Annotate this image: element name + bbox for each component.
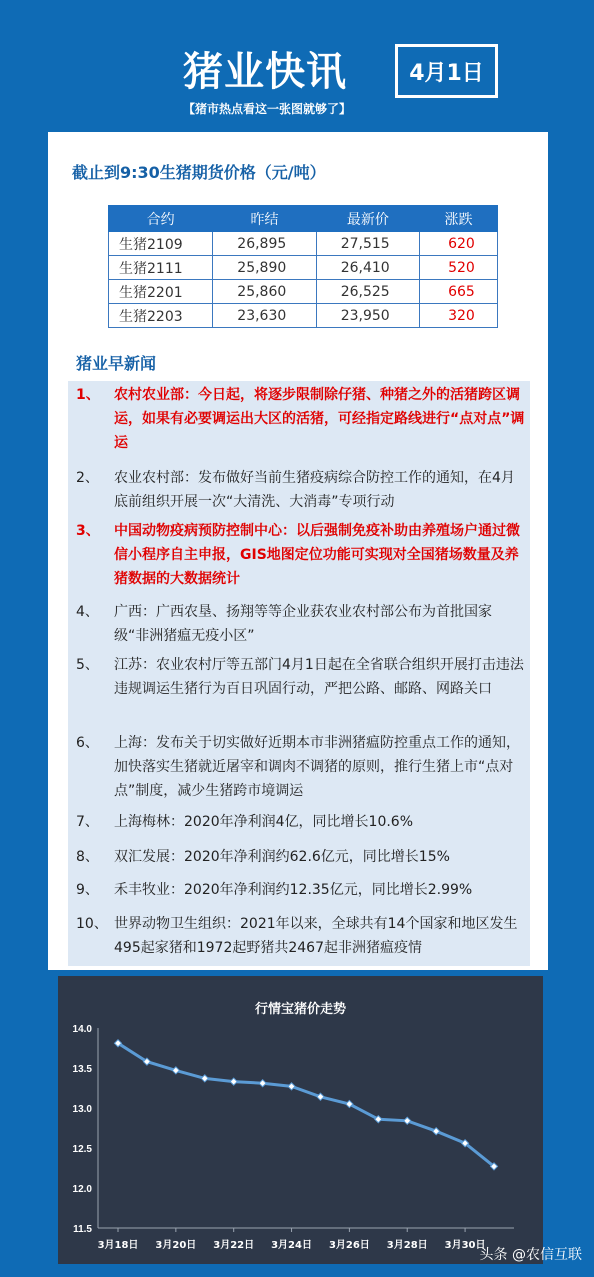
latest-price-cell: 26,525 xyxy=(316,280,419,304)
watermark xyxy=(480,1244,582,1264)
x-tick-label: 3月20日 xyxy=(155,1240,197,1251)
news-text: 广西：广西农垦、扬翔等等企业获农业农村部公布为首批国家级“非洲猪瘟无疫小区” xyxy=(114,604,492,644)
list-item xyxy=(76,600,526,648)
column-header: 合约 xyxy=(109,206,213,232)
y-tick-label: 12.5 xyxy=(72,1144,92,1155)
table-row xyxy=(109,280,498,304)
x-tick-label: 3月22日 xyxy=(213,1240,255,1251)
chart-plot xyxy=(58,976,543,1264)
table-header-row xyxy=(109,206,498,232)
news-text: 中国动物疫病预防控制中心：以后强制免疫补助由养殖场户通过微信小程序自主申报，GIS地图定位功能可实现对全国猪场数量及养猪数据的大数据统计 xyxy=(114,523,520,587)
page-subtitle: 【猪市热点看这一张图就够了】 xyxy=(183,102,352,116)
x-tick-label: 3月18日 xyxy=(97,1240,139,1251)
prev-settle-cell: 25,860 xyxy=(213,280,316,304)
price-line xyxy=(118,1043,494,1166)
change-cell: 665 xyxy=(420,280,498,304)
prev-settle-cell: 25,890 xyxy=(213,256,316,280)
table-row xyxy=(109,304,498,328)
data-point xyxy=(201,1075,208,1082)
column-header: 昨结 xyxy=(213,206,316,232)
watermark-text: 头条 @农信互联 xyxy=(479,1247,582,1263)
news-title: 猪业早新闻 xyxy=(76,354,157,373)
list-item xyxy=(76,466,526,514)
prev-settle-cell: 26,895 xyxy=(213,232,316,256)
contract-cell: 生猪2203 xyxy=(109,304,213,328)
x-tick-label: 3月28日 xyxy=(386,1240,428,1251)
y-tick-label: 13.0 xyxy=(72,1104,92,1115)
news-number: 10、 xyxy=(76,916,108,932)
news-number: 4、 xyxy=(76,604,99,620)
contract-cell: 生猪2201 xyxy=(109,280,213,304)
change-cell: 520 xyxy=(420,256,498,280)
news-text: 农业农村部：发布做好当前生猪疫病综合防控工作的通知，在4月底前组织开展一次“大清洗、大消毒”专项行动 xyxy=(114,470,515,510)
latest-price-cell: 23,950 xyxy=(316,304,419,328)
contract-cell: 生猪2111 xyxy=(109,256,213,280)
news-number: 3、 xyxy=(76,523,100,539)
news-number: 8、 xyxy=(76,849,99,865)
y-tick-label: 14.0 xyxy=(72,1024,92,1035)
news-number: 7、 xyxy=(76,814,99,830)
list-item xyxy=(76,845,526,869)
news-number: 6、 xyxy=(76,735,99,751)
y-tick-label: 11.5 xyxy=(73,1224,92,1235)
page-title: 猪业快讯 xyxy=(183,49,347,95)
news-text: 农村农业部：今日起，将逐步限制除仔猪、种猪之外的活猪跨区调运，如果有必要调运出大区的活猪，可经指定路线进行“点对点”调运 xyxy=(114,387,525,451)
news-number: 2、 xyxy=(76,470,99,486)
list-item xyxy=(76,878,526,902)
list-item xyxy=(76,731,526,803)
futures-table xyxy=(108,205,498,328)
news-number: 5、 xyxy=(76,657,99,673)
news-text: 江苏：农业农村厅等五部门4月1日起在全省联合组织开展打击违法违规调运生猪行为百日巩固行动，严把公路、邮路、网路关口 xyxy=(114,657,524,697)
change-cell: 620 xyxy=(420,232,498,256)
list-item xyxy=(76,653,526,701)
list-item xyxy=(76,383,526,455)
x-tick-label: 3月24日 xyxy=(271,1240,312,1251)
change-cell: 320 xyxy=(420,304,498,328)
prev-settle-cell: 23,630 xyxy=(213,304,316,328)
y-tick-label: 13.5 xyxy=(72,1064,92,1075)
news-text: 世界动物卫生组织：2021年以来，全球共有14个国家和地区发生495起家猪和1972起野猪共2467起非洲猪瘟疫情 xyxy=(114,916,518,956)
data-point xyxy=(172,1067,179,1074)
y-tick-label: 12.0 xyxy=(72,1184,92,1195)
list-item xyxy=(76,912,526,960)
column-header: 涨跌 xyxy=(420,206,498,232)
news-number: 9、 xyxy=(76,882,99,898)
column-header: 最新价 xyxy=(316,206,419,232)
table-row xyxy=(109,256,498,280)
data-point xyxy=(230,1078,237,1085)
list-item xyxy=(76,810,526,834)
chart-title: 行情宝猪价走势 xyxy=(254,1002,346,1017)
date-badge: 4月1日 xyxy=(395,44,498,98)
x-tick-label: 3月30日 xyxy=(444,1240,486,1251)
latest-price-cell: 27,515 xyxy=(316,232,419,256)
contract-cell: 生猪2109 xyxy=(109,232,213,256)
header xyxy=(0,0,594,132)
latest-price-cell: 26,410 xyxy=(316,256,419,280)
list-item xyxy=(76,519,526,591)
futures-title: 截止到9:30生猪期货价格（元/吨） xyxy=(72,163,326,182)
price-chart xyxy=(58,976,543,1264)
news-number: 1、 xyxy=(76,387,100,403)
news-text: 上海：发布关于切实做好近期本市非洲猪瘟防控重点工作的通知，加快落实生猪就近屠宰和调肉不调猪的原则，推行生猪上市“点对点”制度，减少生猪跨市境调运 xyxy=(114,735,520,799)
news-text: 禾丰牧业：2020年净利润约12.35亿元，同比增长2.99% xyxy=(114,882,473,898)
news-text: 上海梅林：2020年净利润4亿，同比增长10.6% xyxy=(114,814,414,830)
x-tick-label: 3月26日 xyxy=(328,1240,370,1251)
news-text: 双汇发展：2020年净利润约62.6亿元，同比增长15% xyxy=(114,849,450,865)
data-point xyxy=(259,1080,266,1087)
table-row xyxy=(109,232,498,256)
